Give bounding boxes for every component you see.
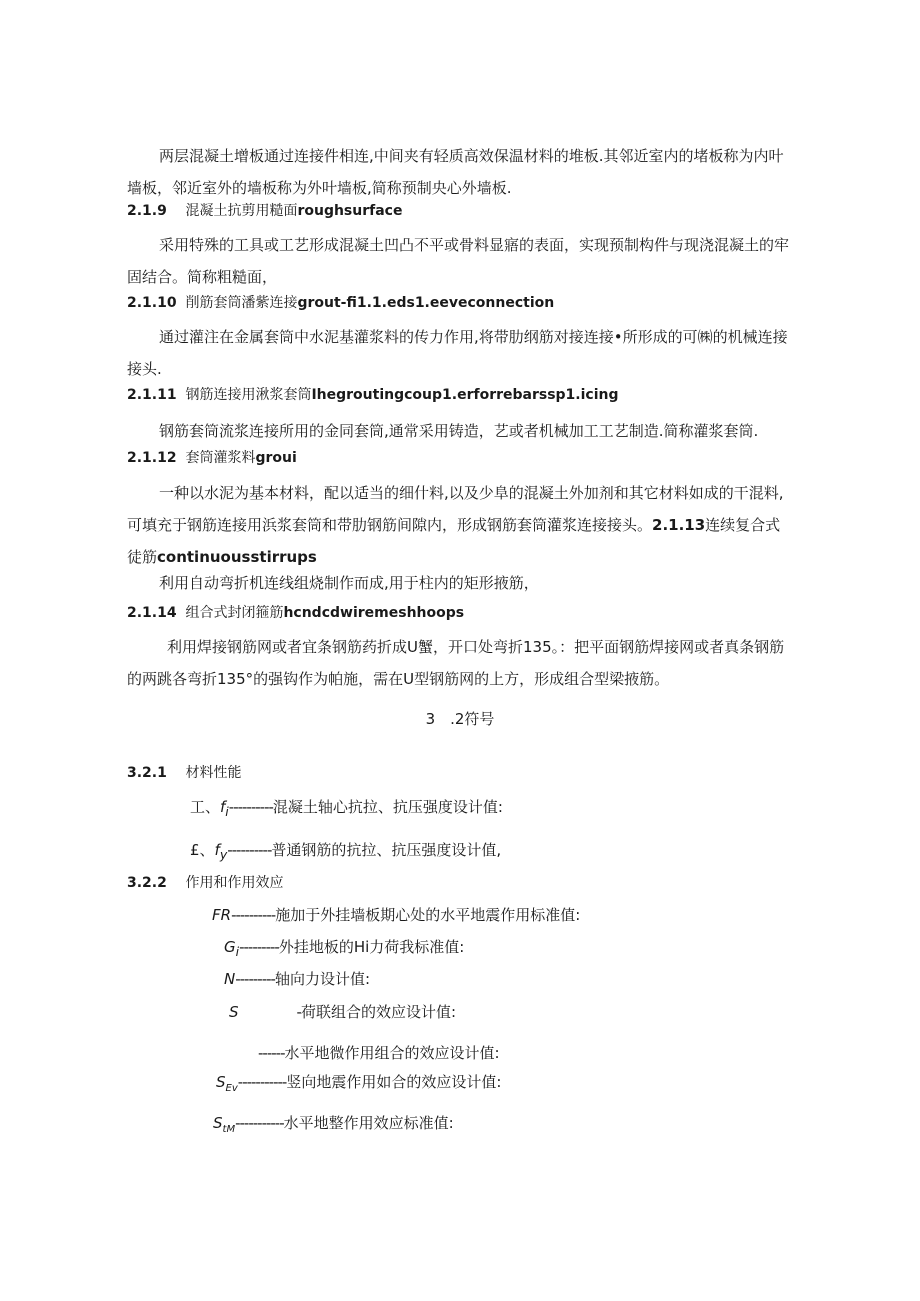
term-chinese: 组合式封闭箍筋 xyxy=(185,605,284,621)
symbol: f xyxy=(220,798,226,816)
term-chinese: 套筒灌浆料 xyxy=(185,450,256,466)
symbol-description: 水平地整作用效应标准值: xyxy=(283,1114,454,1132)
subsection-number: 3.2.2 xyxy=(127,875,167,891)
symbol-dash: ---------- xyxy=(228,798,273,816)
paragraph-grout-material xyxy=(127,477,793,573)
term-chinese-inline: 连续复合式徒筋 xyxy=(127,516,781,566)
term-2-1-14 xyxy=(127,602,464,624)
symbol-dash: - xyxy=(296,1003,301,1021)
symbol: S xyxy=(229,1003,239,1021)
term-number: 2.1.10 xyxy=(127,295,177,311)
symbol-subscript: i xyxy=(235,944,240,959)
symbol-subscript: y xyxy=(219,847,228,862)
subsection-title: 材料性能 xyxy=(185,765,242,781)
subsection-number: 3.2.1 xyxy=(127,765,167,781)
symbol: S xyxy=(216,1073,226,1091)
symbol-fr xyxy=(212,904,580,926)
symbol-fy xyxy=(190,839,501,866)
symbol: S xyxy=(213,1114,223,1132)
symbol-description: 荷联组合的效应设计值: xyxy=(300,1003,457,1021)
term-english: roughsurface xyxy=(297,203,403,219)
symbol-subscript: Ev xyxy=(225,1083,238,1094)
symbol: f xyxy=(214,841,220,859)
section-heading: 3 .2符号 xyxy=(425,710,495,728)
symbol-sehk xyxy=(213,1112,454,1141)
term-2-1-9 xyxy=(127,200,402,222)
symbol-dash: --------- xyxy=(235,970,275,988)
term-number: 2.1.9 xyxy=(127,203,167,219)
term-english: Ihegroutingcoup1.erforrebarssp1.icing xyxy=(311,387,619,403)
term-number: 2.1.14 xyxy=(127,605,177,621)
symbol-dash: ---------- xyxy=(227,841,272,859)
symbol-dash: ---------- xyxy=(231,906,276,924)
symbol-subscript: tM xyxy=(222,1124,236,1135)
symbol: N xyxy=(224,970,236,988)
paragraph-rough-surface: 采用特殊的工具或工艺形成混凝土凹凸不平或骨料显寤的表面，实现预制构件与现浇混凝土的牢固结合。简称粗糙面， xyxy=(127,236,790,286)
symbol-description: 普通钢筋的抗拉、抗压强度设计值, xyxy=(271,841,502,859)
subsection-3-2-1 xyxy=(127,762,241,784)
term-english: hcndcdwiremeshhoops xyxy=(283,605,465,621)
term-chinese: 削筋套筒潘紫连接 xyxy=(185,295,298,311)
symbol-prefix: 工、 xyxy=(190,798,221,816)
term-2-1-11 xyxy=(127,384,619,406)
symbol-gk xyxy=(224,936,464,963)
subsection-3-2-2 xyxy=(127,872,283,894)
symbol-subscript: i xyxy=(225,804,229,819)
symbol-ft xyxy=(190,796,503,823)
term-english-inline: continuousstirrups xyxy=(157,548,317,566)
symbol-description: 水平地微作用组合的效应设计值: xyxy=(284,1044,500,1062)
symbol-dash: --------- xyxy=(239,938,279,956)
symbol-dash: ------ xyxy=(258,1044,285,1062)
paragraph-text: 一种以水泥为基本材料，配以适当的细什料,以及少阜的混凝土外加剂和其它材料如成的干混料,可填充于钢筋连接用浜浆套筒和带肋钢筋间隙内，形成钢筋套筒灌浆连接接头。 xyxy=(127,484,784,534)
term-chinese: 钢筋连接用湫浆套筒 xyxy=(185,387,312,403)
symbol-description: 竖向地震作用如合的效应设计值: xyxy=(286,1073,502,1091)
symbol-description: 混凝土轴心抗拉、抗压强度设计值: xyxy=(272,798,503,816)
term-number: 2.1.11 xyxy=(127,387,177,403)
paragraph-grout-connection: 通过灌注在金属套筒中水泥基灌浆料的传力作用,将带肋纲筋对接连接•所形成的可㈱的机械连接接头. xyxy=(127,328,788,378)
paragraph-sandwich-wall: 两层混凝土增板通过连接件相连,中间夹有轻质高效保温材料的堆板.其邻近室内的堵板称为内叶墙板，邻近室外的墙板称为外叶墙板,简称预制央心外墙板. xyxy=(127,147,784,197)
symbol-description: 轴向力设计值: xyxy=(274,970,371,988)
symbol: FR xyxy=(212,906,232,924)
symbol-dash: ----------- xyxy=(237,1073,287,1091)
term-number: 2.1.12 xyxy=(127,450,177,466)
paragraph-grouting-sleeve: 钢筋套筒流浆连接所用的金同套筒,通常采用铸造，艺或者机械加工工艺制造.简称灌浆套筒. xyxy=(159,422,759,440)
term-english: groui xyxy=(255,450,297,466)
subsection-title: 作用和作用效应 xyxy=(185,875,284,891)
term-english: grout-fi1.1.eds1.eeveconnection xyxy=(297,295,555,311)
symbol-s xyxy=(229,1001,456,1023)
paragraph-continuous-stirrups: 利用自动弯折机连线组烧制作而成,用于柱内的矩形掖筋， xyxy=(159,574,539,592)
paragraph-closed-stirrups: 利用焊接钢筋网或者宜条钢筋药折成U蟹，开口处弯折135。：把平面钢筋焊接网或者真条钢筋的两跳各弯折135°的强钩作为帕施，需在U型钢筋网的上方，形成组合型梁掖筋。 xyxy=(127,638,785,688)
symbol-n xyxy=(224,968,370,990)
symbol-description: 外挂地板的Hi力荷我标准值: xyxy=(278,938,465,956)
term-chinese: 混凝土抗剪用糙面 xyxy=(185,203,298,219)
term-number-inline: 2.1.13 xyxy=(652,516,706,534)
symbol-prefix: £、 xyxy=(190,841,215,859)
term-2-1-12 xyxy=(127,447,297,469)
term-2-1-10 xyxy=(127,292,554,314)
symbol: G xyxy=(224,938,236,956)
symbol-seh xyxy=(258,1042,500,1064)
symbol-sev xyxy=(216,1071,501,1100)
symbol-description: 施加于外挂墙板期心处的水平地震作用标准值: xyxy=(275,906,581,924)
symbol-dash: ----------- xyxy=(235,1114,284,1132)
